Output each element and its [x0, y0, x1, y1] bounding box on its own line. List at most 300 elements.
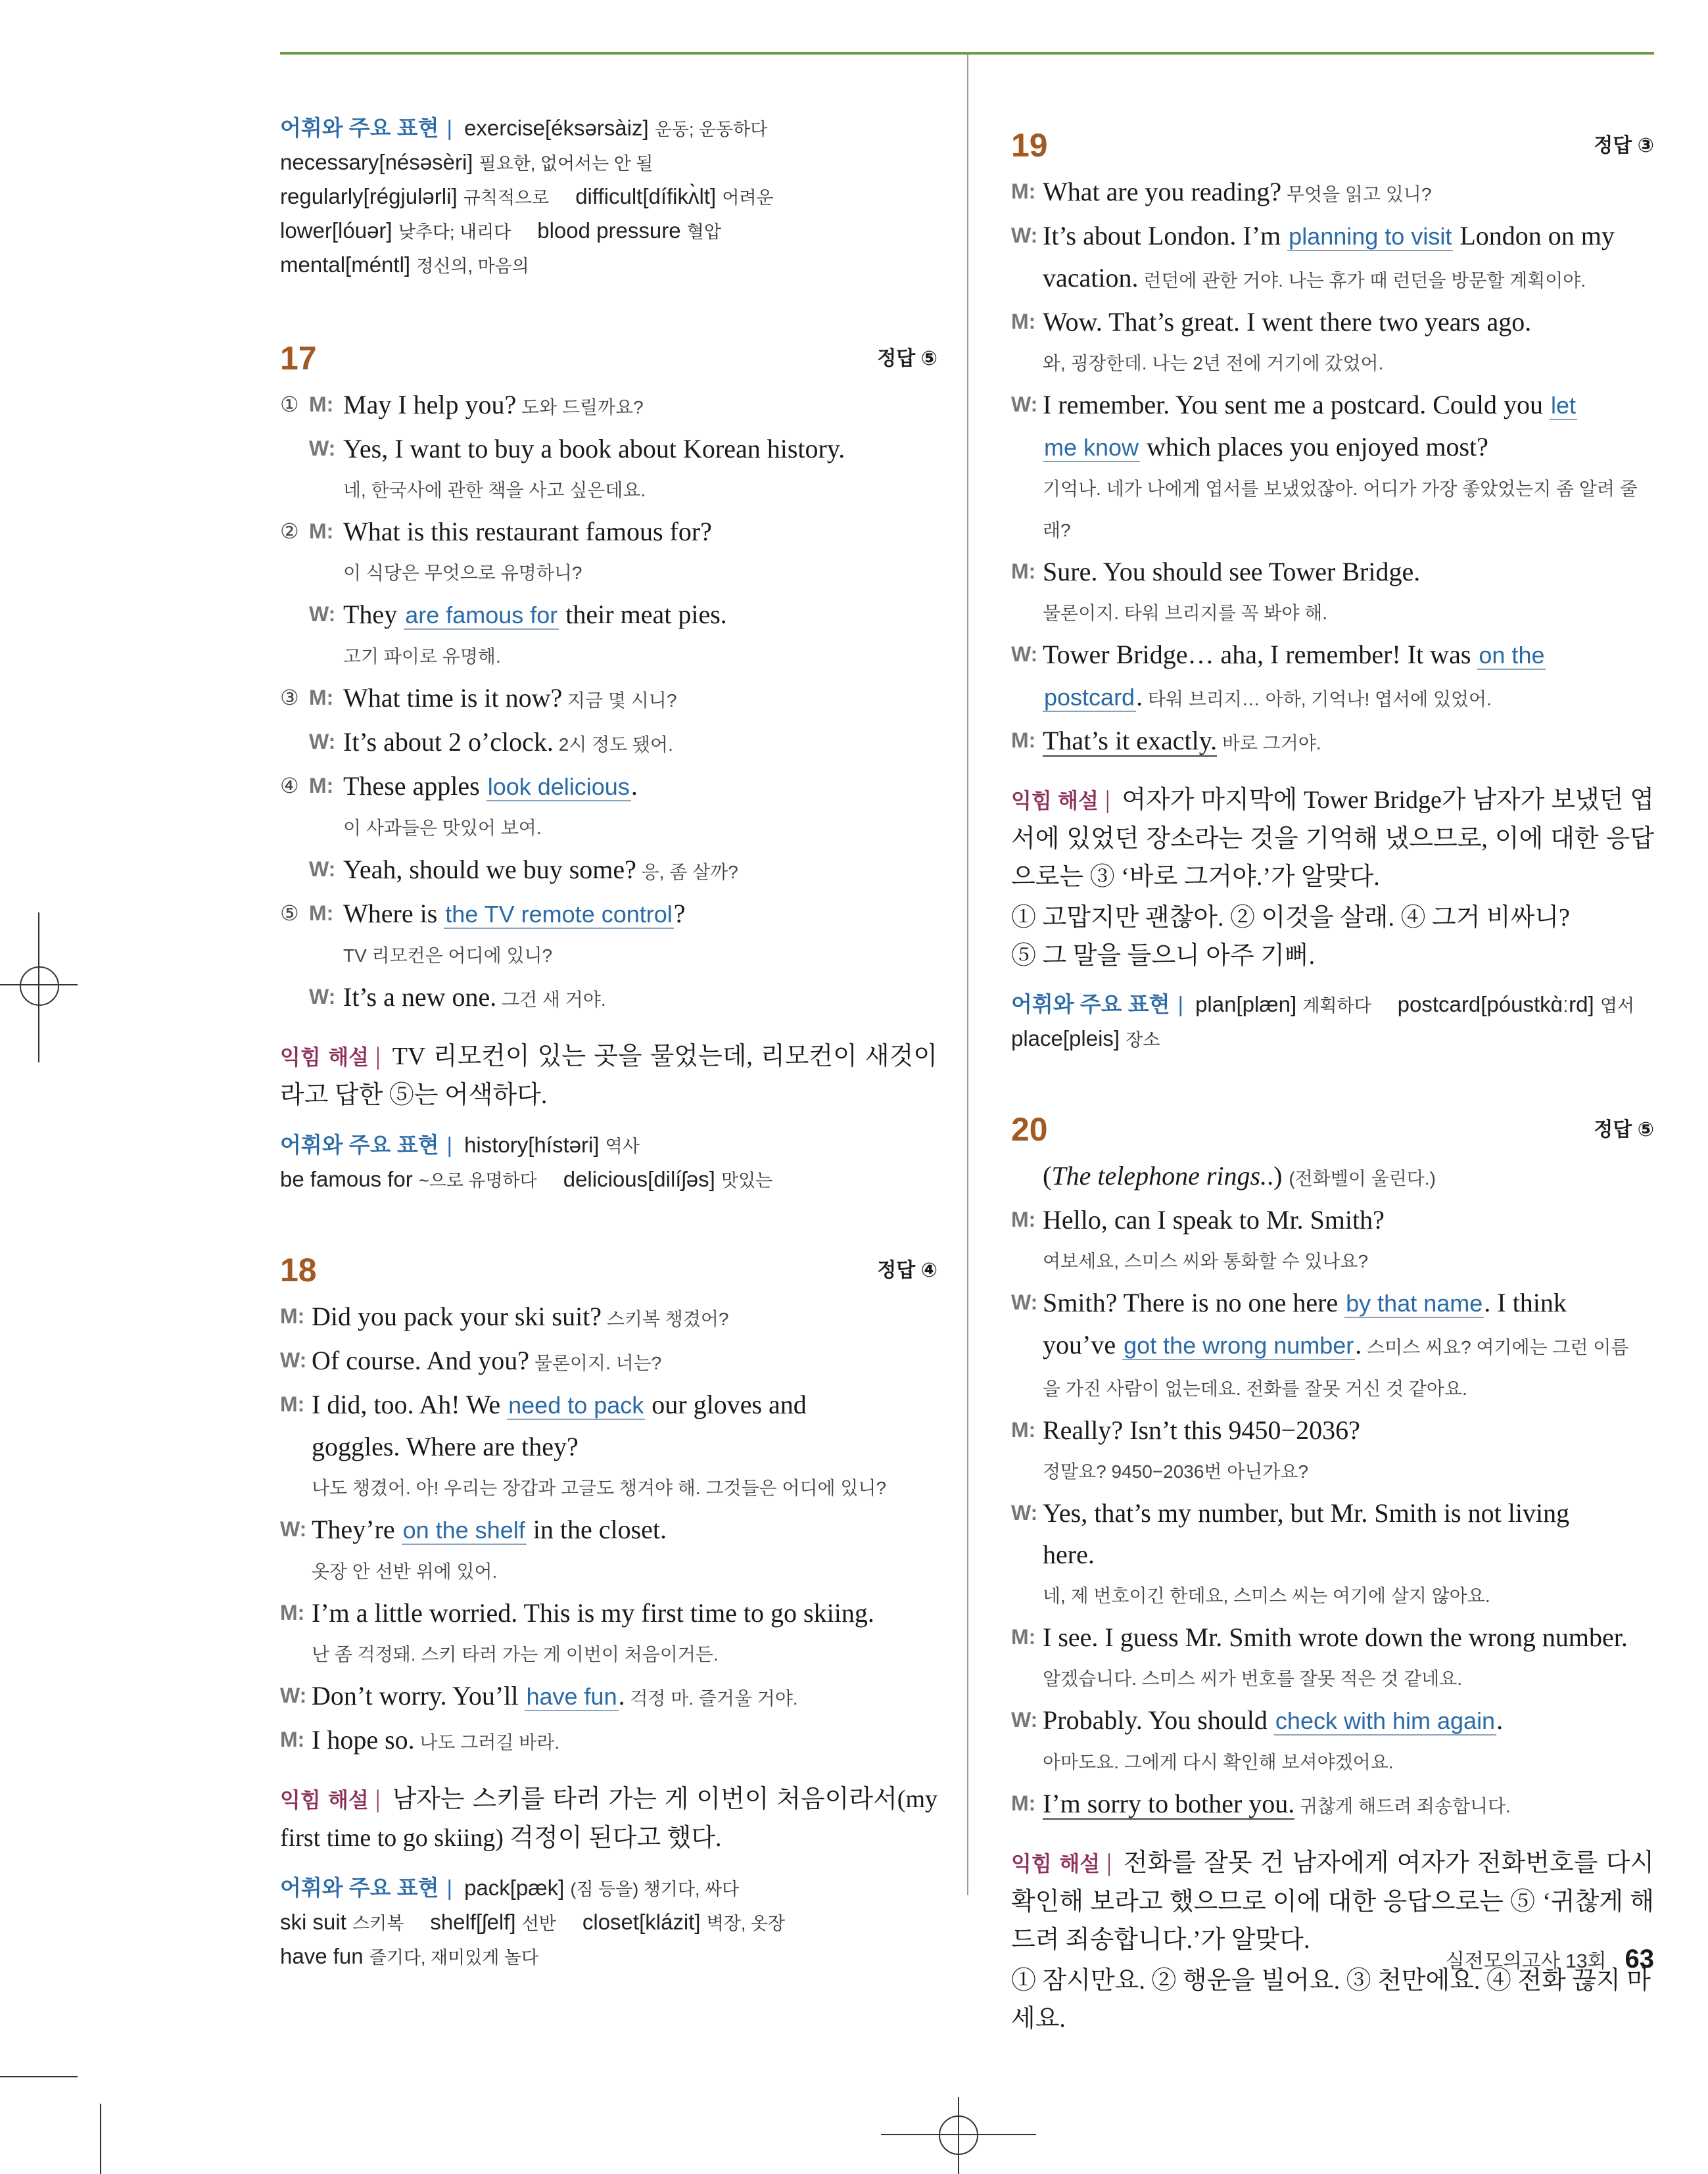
- speaker-label: M:: [1011, 179, 1036, 203]
- translation-line: [280, 807, 937, 849]
- vocab-meaning: 장소: [1126, 1030, 1160, 1050]
- speaker-label: M:: [309, 519, 334, 543]
- vocab-meaning: 선반: [521, 1914, 556, 1933]
- translation-line: [280, 935, 937, 976]
- translation-text: 이 사과들은 맛있어 보여.: [343, 818, 542, 838]
- stage-close: .): [1267, 1161, 1289, 1191]
- explanation-text: TV 리모컨이 있는 곳을 물었는데, 리모컨이 새것이라고 답한 ⑤는 어색하다.: [280, 1043, 938, 1109]
- dialogue-line: [1011, 634, 1654, 676]
- dialogue-line: [280, 721, 937, 765]
- dialogue-line: [1011, 1617, 1654, 1658]
- line-body: [280, 976, 937, 1020]
- registration-circle: [939, 2115, 978, 2155]
- translation-line: [1011, 343, 1654, 384]
- question-header: [280, 325, 937, 377]
- line-body: [280, 594, 937, 636]
- line-text: It’s about 2 o’clock.: [343, 727, 554, 757]
- speaker-label: W:: [309, 857, 336, 881]
- translation-line: [280, 636, 937, 677]
- line-body: [1011, 1783, 1654, 1827]
- dialogue-line: [1011, 1282, 1654, 1324]
- translation-line: [280, 552, 937, 594]
- vocab-word: pack[pæk]: [464, 1876, 571, 1900]
- line-text: which places you enjoyed most?: [1140, 432, 1488, 461]
- line-body: [280, 765, 937, 807]
- dialogue-line: [1011, 171, 1654, 215]
- dialogue-line: [280, 1296, 937, 1340]
- line-body: [280, 1426, 937, 1467]
- explanation: [280, 1780, 937, 1857]
- line-text: Where is: [343, 899, 444, 928]
- separator: |: [1104, 786, 1110, 814]
- translation-inline: 그건 새 거야.: [496, 989, 606, 1010]
- speaker-label: M:: [280, 1392, 305, 1416]
- speaker-label: W:: [280, 1517, 307, 1541]
- choice-number: ①: [280, 392, 299, 417]
- line-text: I’m a little worried. This is my first time to go skiing.: [312, 1598, 874, 1628]
- dialogue-line: [280, 765, 937, 807]
- question-header: [280, 1237, 937, 1289]
- line-text: I see. I guess Mr. Smith wrote down the wrong number.: [1043, 1622, 1628, 1652]
- speaker-label: M:: [309, 392, 334, 416]
- line-text: Wow. That’s great. I went there two years ago.: [1043, 307, 1532, 337]
- dialogue-line: [280, 893, 937, 935]
- vocab-meaning: 어려운: [722, 188, 774, 208]
- vocab-line: [280, 1163, 937, 1197]
- vocab-line: [280, 180, 937, 214]
- vocab-meaning: 낮추다; 내리다: [398, 222, 511, 242]
- crop-mark: [100, 2104, 101, 2174]
- separator: |: [375, 1785, 381, 1813]
- vocab-box-19: [1011, 988, 1654, 1056]
- explanation: [1011, 1844, 1654, 1959]
- line-text: It’s about London. I’m: [1043, 221, 1288, 250]
- translation-inline: 스미스 씨요? 여기에는 그런 이름: [1362, 1337, 1629, 1358]
- explanation-text: 전화를 잘못 건 남자에게 여자가 전화번호를 다시 확인해 보라고 했으므로 이에 대한 응답으로는 ⑤ ‘귀찮게 해드려 죄송합니다.’가 알맞다.: [1011, 1849, 1654, 1954]
- underlined-answer: I’m sorry to bother you.: [1043, 1789, 1295, 1818]
- translation-inline: 지금 몇 시니?: [562, 690, 677, 711]
- translation-line: [1011, 1241, 1654, 1282]
- translation-line: [280, 1551, 937, 1592]
- line-body: [1011, 1492, 1654, 1534]
- line-body: [1011, 1699, 1654, 1741]
- blank-answer: on the shelf: [402, 1517, 525, 1544]
- separator: |: [1177, 992, 1184, 1016]
- line-body: [280, 511, 937, 552]
- translation-text: 정말요? 9450−2036번 아닌가요?: [1043, 1461, 1309, 1482]
- option-line: ① 잠시만요. ② 행운을 빌어요. ③ 천만에요. ④ 전화 끊지 마세요.: [1011, 1967, 1651, 2033]
- vocab-word: place[pleis]: [1011, 1026, 1126, 1051]
- dialogue-line: [1011, 1699, 1654, 1741]
- line-text: They’re: [312, 1515, 402, 1544]
- speaker-label: W:: [1011, 1290, 1038, 1314]
- question-17: [280, 325, 937, 1197]
- dialogue-line: [280, 1340, 937, 1384]
- blank-answer: the TV remote control: [445, 901, 673, 928]
- dialogue-line: [280, 849, 937, 893]
- dialogue-line: [1011, 384, 1654, 426]
- column-divider: [967, 55, 968, 1895]
- translation-line: [1011, 1368, 1654, 1409]
- option-line: ⑤ 그 말을 들으니 아주 기뻐.: [1011, 942, 1316, 970]
- translation-inline: 귀찮게 해드려 죄송합니다.: [1294, 1796, 1511, 1816]
- vocab-meaning: 역사: [605, 1137, 640, 1156]
- page-number: 63: [1625, 1945, 1654, 1973]
- blank-answer: check with him again: [1275, 1707, 1496, 1734]
- speaker-label: W:: [309, 730, 336, 753]
- speaker-label: M:: [280, 1304, 305, 1328]
- line-body: [280, 1719, 937, 1763]
- line-body: [280, 1509, 937, 1551]
- dialogue: [1011, 1155, 1654, 1827]
- vocab-word: regularly[régjulərli]: [280, 184, 463, 208]
- dialogue-line: [1011, 551, 1654, 592]
- translation-inline: 도와 드릴까요?: [516, 397, 644, 417]
- translation-inline: 2시 정도 됐어.: [553, 734, 673, 755]
- vocab-word: have fun: [280, 1944, 369, 1968]
- dialogue-line: [280, 511, 937, 552]
- vocab-box-17: [280, 1129, 937, 1197]
- line-text: goggles. Where are they?: [312, 1432, 579, 1461]
- speaker-label: M:: [309, 901, 334, 925]
- speaker-label: W:: [1011, 224, 1038, 247]
- line-text: Did you pack your ski suit?: [312, 1302, 602, 1331]
- translation-text: 아마도요. 그에게 다시 확인해 보셔야겠어요.: [1043, 1752, 1394, 1772]
- translation-line: [1011, 468, 1654, 551]
- line-body: [1011, 1617, 1654, 1658]
- translation-text: 나도 챙겼어. 아! 우리는 장갑과 고글도 챙겨야 해. 그것들은 어디에 있니?: [312, 1478, 887, 1498]
- dialogue-line: [280, 1384, 937, 1426]
- vocab-meaning: 혈압: [686, 222, 721, 242]
- speaker-label: W:: [1011, 642, 1038, 666]
- line-text: They: [343, 600, 404, 629]
- dialogue-line: [1011, 1409, 1654, 1451]
- dialogue-line: [1011, 1324, 1654, 1368]
- separator: |: [1106, 1849, 1112, 1877]
- vocab-word: closet[klázit]: [582, 1910, 707, 1934]
- line-text: Really? Isn’t this 9450−2036?: [1043, 1415, 1360, 1445]
- stage-open: (: [1043, 1161, 1052, 1191]
- dialogue: [280, 1296, 937, 1763]
- vocab-line: [280, 248, 937, 283]
- question-header: [1011, 112, 1654, 164]
- line-text: .: [1496, 1705, 1504, 1735]
- vocab-meaning: ~으로 유명하다: [418, 1171, 537, 1191]
- vocab-meaning: 즐기다, 재미있게 놀다: [369, 1948, 539, 1968]
- vocab-word: difficult[dífikʌ̀lt]: [575, 184, 723, 208]
- line-body: [1011, 1409, 1654, 1451]
- translation-inline: (전화벨이 울린다.): [1289, 1168, 1436, 1189]
- line-text: What is this restaurant famous for?: [343, 517, 712, 546]
- dialogue-line: [280, 1509, 937, 1551]
- choice-number: ②: [280, 519, 299, 544]
- question-19: [1011, 112, 1654, 1056]
- dialogue-line: [280, 1675, 937, 1719]
- vocab-word: necessary[nésəsèri]: [280, 150, 479, 174]
- vocab-label: 어휘와 주요 표현: [280, 1133, 439, 1157]
- blank-answer: have fun: [526, 1683, 617, 1710]
- choice-number: ③: [280, 685, 299, 710]
- speaker-label: W:: [280, 1684, 307, 1707]
- separator: |: [446, 116, 453, 140]
- line-body: [1011, 215, 1654, 257]
- line-text: their meat pies.: [559, 600, 727, 629]
- speaker-label: W:: [1011, 392, 1038, 416]
- dialogue-line: [280, 428, 937, 469]
- dialogue-line: [280, 594, 937, 636]
- dialogue-line: [1011, 215, 1654, 257]
- explanation-text: 여자가 마지막에 Tower Bridge가 남자가 보냈던 엽서에 있었던 장소라는 것을 기억해 냈으므로, 이에 대한 응답으로는 ③ ‘바로 그거야.’가 알맞다.: [1011, 786, 1654, 891]
- dialogue-line: [280, 1719, 937, 1763]
- line-text: Yeah, should we buy some?: [343, 855, 636, 884]
- explanation: [280, 1037, 937, 1114]
- blank-answer: planning to visit: [1289, 223, 1452, 250]
- vocab-line: [280, 146, 937, 180]
- blank-answer: are famous for: [405, 602, 558, 628]
- line-body: [1011, 1534, 1654, 1575]
- translation-text: 기억나. 네가 나에게 엽서를 보냈었잖아. 어디가 가장 좋았었는지 좀 알려 줄래?: [1043, 479, 1638, 540]
- vocab-meaning: (짐 등을) 챙기다, 싸다: [570, 1879, 740, 1899]
- line-text: ?: [673, 899, 686, 928]
- line-body: [280, 1675, 937, 1719]
- vocab-line: [280, 1940, 937, 1974]
- line-text: .: [1136, 682, 1143, 711]
- answer-badge: 정답 ⑤: [877, 348, 937, 369]
- translation-line: [1011, 1741, 1654, 1783]
- line-body: [1011, 301, 1654, 343]
- line-text: . I think: [1484, 1288, 1567, 1317]
- dialogue-line: [1011, 1783, 1654, 1827]
- dialogue-line: [1011, 301, 1654, 343]
- answer-badge: 정답 ⑤: [1594, 1119, 1654, 1141]
- blank-answer: on the: [1479, 642, 1545, 669]
- explanation-label: 익힘 해설: [1011, 789, 1099, 813]
- line-text: vacation.: [1043, 263, 1139, 293]
- line-text: Yes, that’s my number, but Mr. Smith is not living: [1043, 1498, 1570, 1528]
- dialogue-line: [1011, 1199, 1654, 1241]
- dialogue-line: [1011, 1492, 1654, 1534]
- dialogue-line: [280, 1592, 937, 1634]
- vocab-meaning: 운동; 운동하다: [654, 120, 768, 139]
- line-text: London on my: [1453, 221, 1615, 250]
- dialogue: [280, 384, 937, 1020]
- blank-answer: by that name: [1346, 1290, 1483, 1317]
- line-text: Sure. You should see Tower Bridge.: [1043, 557, 1421, 586]
- line-body: [1011, 257, 1654, 301]
- translation-inline: 무엇을 읽고 있니?: [1281, 184, 1432, 204]
- line-text: Yes, I want to buy a book about Korean history.: [343, 434, 845, 463]
- translation-line: [280, 469, 937, 511]
- line-text: here.: [1043, 1540, 1095, 1569]
- blank-answer: look delicious: [487, 773, 630, 800]
- vocab-label: 어휘와 주요 표현: [280, 1876, 439, 1900]
- translation-text: 와, 굉장한데. 나는 2년 전에 거기에 갔었어.: [1043, 353, 1384, 373]
- line-text: I remember. You sent me a postcard. Could you: [1043, 390, 1550, 419]
- speaker-label: W:: [309, 985, 336, 1008]
- translation-inline: 타워 브리지… 아하, 기억나! 엽서에 있었어.: [1143, 689, 1492, 709]
- vocab-line: [1011, 1022, 1654, 1056]
- line-text: you’ve: [1043, 1330, 1123, 1359]
- registration-circle: [20, 966, 59, 1006]
- vocab-word: lower[lóuər]: [280, 218, 398, 243]
- vocab-meaning: 규칙적으로: [463, 188, 550, 208]
- stage-direction: The telephone rings.: [1051, 1161, 1268, 1191]
- speaker-label: M:: [1011, 310, 1036, 333]
- blank-answer: me know: [1044, 434, 1139, 461]
- question-header: [1011, 1096, 1654, 1148]
- line-body: [1011, 676, 1654, 720]
- translation-inline: 응, 좀 살까?: [636, 862, 738, 882]
- speaker-label: M:: [1011, 728, 1036, 752]
- explanation-text: 남자는 스키를 타러 가는 게 이번이 처음이라서(my first time to go skiing) 걱정이 된다고 했다.: [280, 1785, 937, 1852]
- translation-line: [280, 1634, 937, 1675]
- line-body: [1011, 1199, 1654, 1241]
- line-text: Tower Bridge… aha, I remember! It was: [1043, 640, 1478, 669]
- line-text: .: [1355, 1330, 1362, 1359]
- line-text: Probably. You should: [1043, 1705, 1274, 1735]
- dialogue-line: [1011, 720, 1654, 764]
- speaker-label: M:: [309, 774, 334, 797]
- line-text: I hope so.: [312, 1725, 415, 1755]
- crop-mark: [0, 2076, 78, 2077]
- line-body: [1011, 551, 1654, 592]
- speaker-label: M:: [1011, 1418, 1036, 1442]
- translation-text: 옷장 안 선반 위에 있어.: [312, 1561, 498, 1582]
- translation-line: [1011, 592, 1654, 634]
- line-body: [1011, 171, 1654, 215]
- translation-text: 네, 한국사에 관한 책을 사고 싶은데요.: [343, 480, 646, 500]
- dialogue-line: [1011, 257, 1654, 301]
- speaker-label: W:: [280, 1348, 307, 1372]
- speaker-label: W:: [309, 437, 336, 460]
- vocab-label: 어휘와 주요 표현: [280, 116, 439, 140]
- dialogue-line: [1011, 1534, 1654, 1575]
- line-text: Don’t worry. You’ll: [312, 1681, 525, 1711]
- vocab-word: be famous for: [280, 1167, 419, 1191]
- vocab-line: [280, 112, 937, 146]
- page-footer: [1446, 1945, 1654, 1974]
- line-body: [1011, 1324, 1654, 1368]
- line-text: .: [618, 1681, 625, 1711]
- translation-inline: 나도 그러길 바라.: [414, 1732, 560, 1753]
- blank-answer: let: [1551, 392, 1577, 419]
- vocab-word: exercise[éksərsàiz]: [464, 116, 655, 140]
- vocab-line: [280, 1129, 937, 1163]
- speaker-label: M:: [1011, 1208, 1036, 1231]
- dialogue: [1011, 171, 1654, 764]
- translation-text: 알겠습니다. 스미스 씨가 번호를 잘못 적은 것 같네요.: [1043, 1668, 1463, 1689]
- answer-badge: 정답 ③: [1594, 135, 1654, 156]
- line-body: [280, 1296, 937, 1340]
- dialogue-line: [280, 677, 937, 721]
- line-text: Smith? There is no one here: [1043, 1288, 1345, 1317]
- vocab-word: postcard[póustkɑ̀ːrd]: [1397, 992, 1600, 1016]
- translation-text: 난 좀 걱정돼. 스키 타러 가는 게 이번이 처음이거든.: [312, 1644, 719, 1665]
- vocab-line: [280, 1906, 937, 1940]
- line-text: What are you reading?: [1043, 177, 1282, 206]
- underlined-answer: That’s it exactly.: [1043, 726, 1218, 755]
- line-body: [280, 1592, 937, 1634]
- dialogue-line: [280, 976, 937, 1020]
- line-text: It’s a new one.: [343, 982, 497, 1012]
- dialogue-line: [1011, 676, 1654, 720]
- footer-label: 실전모의고사 13회: [1445, 1950, 1607, 1972]
- vocab-word: ski suit: [280, 1910, 353, 1934]
- translation-text: 네, 제 번호이긴 한데요, 스미스 씨는 여기에 살지 않아요.: [1043, 1586, 1490, 1606]
- vocab-line: [280, 214, 937, 248]
- vocab-meaning: 스키복: [352, 1914, 404, 1933]
- explanation-label: 익힘 해설: [280, 1788, 369, 1812]
- translation-text: 여보세요, 스미스 씨와 통화할 수 있나요?: [1043, 1251, 1369, 1271]
- translation-text: TV 리모컨은 어디에 있니?: [343, 945, 553, 966]
- line-body: [280, 677, 937, 721]
- speaker-label: M:: [1011, 1625, 1036, 1649]
- choice-number: ⑤: [280, 901, 299, 926]
- separator: |: [375, 1043, 381, 1070]
- vocab-box-18: [280, 1872, 937, 1974]
- vocab-label: 어휘와 주요 표현: [1011, 992, 1170, 1016]
- question-number: 20: [1011, 1111, 1048, 1148]
- vocab-word: delicious[dilíʃəs]: [563, 1167, 721, 1191]
- option-line: ① 고맙지만 괜찮아. ② 이것을 살래. ④ 그거 비싸니?: [1011, 904, 1570, 932]
- translation-line: [280, 1467, 937, 1509]
- right-column: [1011, 112, 1654, 2077]
- translation-text: 물론이지. 타워 브리지를 꼭 봐야 해.: [1043, 603, 1328, 623]
- vocab-meaning: 계획하다: [1302, 996, 1371, 1016]
- vocab-word: plan[plæn]: [1195, 992, 1303, 1016]
- speaker-label: W:: [309, 602, 336, 626]
- vocab-meaning: 정신의, 마음의: [416, 256, 529, 276]
- translation-line: [1011, 1575, 1654, 1617]
- vocab-word: blood pressure: [537, 218, 687, 243]
- vocab-line: [1011, 988, 1654, 1022]
- translation-inline: 스키복 챙겼어?: [602, 1309, 729, 1329]
- line-body: [280, 384, 937, 428]
- speaker-label: M:: [309, 686, 334, 709]
- line-body: [280, 1384, 937, 1426]
- translation-inline: 런던에 관한 거야. 나는 휴가 때 런던을 방문할 계획이야.: [1138, 270, 1586, 291]
- line-body: [280, 849, 937, 893]
- speaker-label: W:: [1011, 1501, 1038, 1524]
- translation-inline: 물론이지. 너는?: [529, 1353, 662, 1373]
- explanation: [1011, 781, 1654, 896]
- line-text: What time is it now?: [343, 683, 563, 713]
- answer-badge: 정답 ④: [877, 1260, 937, 1281]
- translation-line: [1011, 1451, 1654, 1492]
- line-body: [280, 1340, 937, 1384]
- vocab-meaning: 필요한, 없어서는 안 될: [479, 154, 653, 174]
- line-body: [1011, 426, 1654, 468]
- line-text: in the closet.: [526, 1515, 667, 1544]
- vocab-word: history[hístəri]: [464, 1133, 605, 1157]
- blank-answer: postcard: [1044, 684, 1135, 711]
- vocab-word: mental[méntl]: [280, 252, 417, 277]
- line-body: [280, 428, 937, 469]
- vocab-meaning: 엽서: [1600, 996, 1635, 1016]
- choice-number: ④: [280, 773, 299, 798]
- question-number: 18: [280, 1252, 317, 1288]
- question-number: 19: [1011, 127, 1048, 164]
- line-text: Hello, can I speak to Mr. Smith?: [1043, 1205, 1385, 1235]
- translation-text: 을 가진 사람이 없는데요. 전화를 잘못 거신 것 같아요.: [1043, 1379, 1467, 1399]
- dialogue-line: [1011, 426, 1654, 468]
- line-text: These apples: [343, 771, 486, 801]
- translation-text: 고기 파이로 유명해.: [343, 646, 501, 667]
- speaker-label: M:: [1011, 559, 1036, 583]
- line-body: [280, 721, 937, 765]
- vocab-meaning: 벽장, 옷장: [706, 1914, 786, 1933]
- vocab-line: [280, 1872, 937, 1906]
